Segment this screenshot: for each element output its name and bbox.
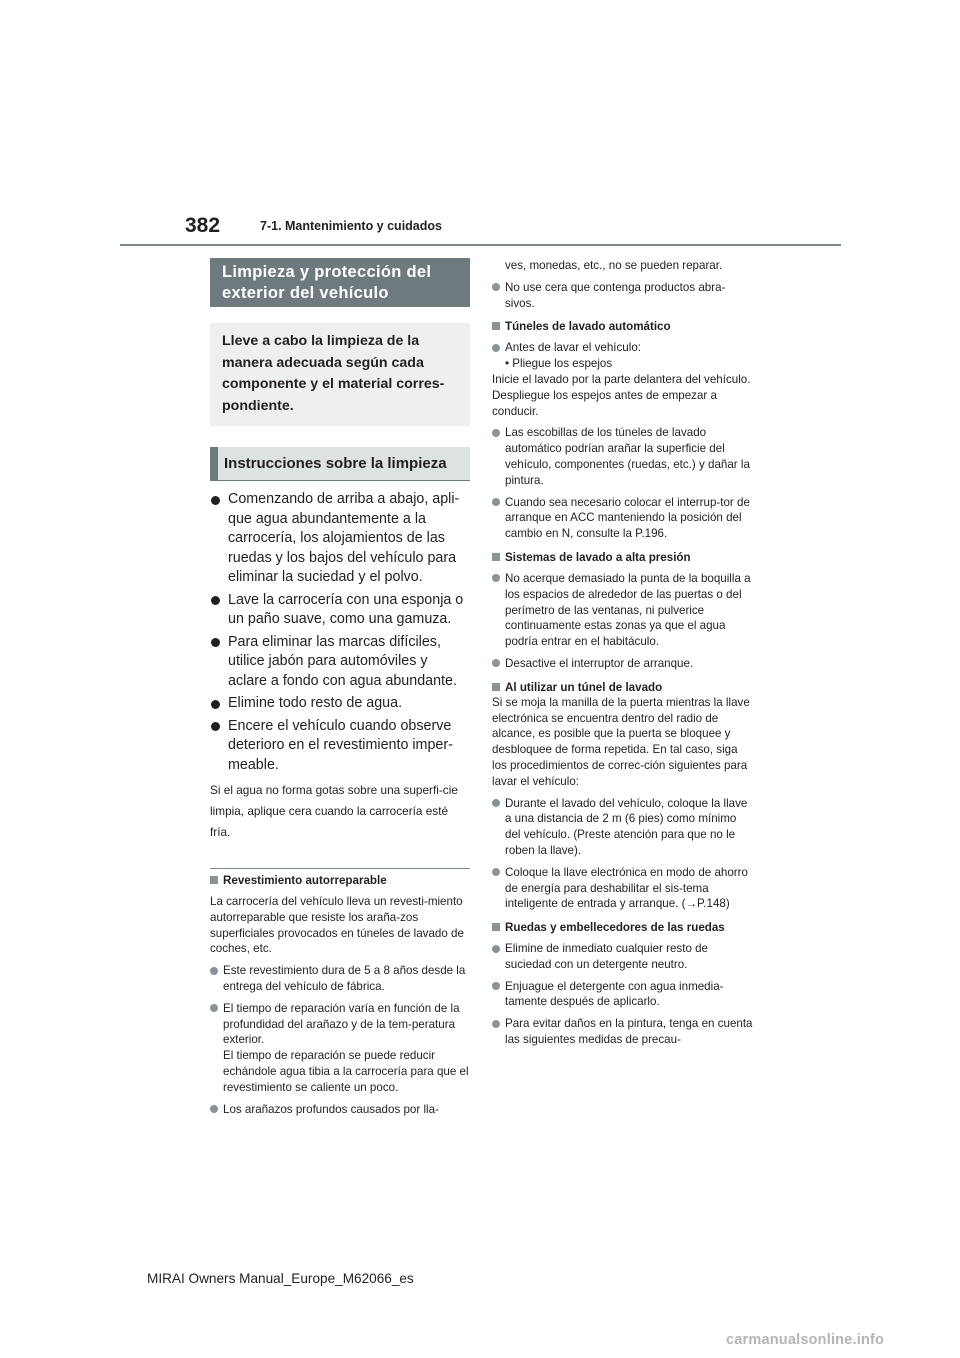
left-column <box>210 258 470 1117</box>
list-item: Los arañazos profundos causados por lla- <box>210 1102 470 1118</box>
section-title: 7-1. Mantenimiento y cuidados <box>260 219 442 233</box>
list-item: No acerque demasiado la punta de la boquilla a los espacios de alrededor de las puertas o del perímetro de las ventanas, ni pulverice continuamente estas zonas ya que el agua podría entrar en el habitáculo. <box>492 571 754 650</box>
square-bullet-icon <box>492 322 500 330</box>
bullet-icon <box>492 868 500 876</box>
square-bullet-icon <box>492 923 500 931</box>
self-healing-heading: Revestimiento autorreparable <box>210 873 470 888</box>
list-item: Durante el lavado del vehículo, coloque la llave a una distancia de 2 m (6 pies) como mínimo del vehículo. (Preste atención para que no le roben la llave). <box>492 796 754 859</box>
list-item: Desactive el interruptor de arranque. <box>492 656 754 672</box>
list-item: Para eliminar las marcas difíciles, utilice jabón para automóviles y aclare a fondo con agua abundante. <box>210 633 470 692</box>
high-pressure-heading: Sistemas de lavado a alta presión <box>492 550 754 565</box>
watermark: carmanualsonline.info <box>726 1332 885 1348</box>
list-item: El tiempo de reparación varía en función de la profundidad del arañazo y de la tem-peratura exterior. El tiempo de reparación se puede reducir echándole agua tibia a la carrocería para que el revestimiento se caliente un poco. <box>210 1001 470 1096</box>
list-item: Elimine todo resto de agua. <box>210 694 470 714</box>
bullet-icon <box>211 700 220 709</box>
list-item: Enjuague el detergente con agua inmedia-tamente después de aplicarlo. <box>492 979 754 1011</box>
car-wash-tunnels-heading: Túneles de lavado automático <box>492 319 754 334</box>
bullet-icon <box>211 638 220 647</box>
using-tunnel-paragraph: Si se moja la manilla de la puerta mientras la llave electrónica se encuentra dentro del radio de alcance, es posible que la puerta se bloquee y desbloquee de forma repetida. En tal caso, siga los procedimientos de correc-ción siguientes para lavar el vehículo: <box>492 695 750 788</box>
list-item: Antes de lavar el vehículo: • Pliegue los espejos <box>492 340 754 372</box>
list-item: Para evitar daños en la pintura, tenga en cuenta las siguientes medidas de precau- <box>492 1016 754 1048</box>
header-rule <box>120 244 841 246</box>
list-item: No use cera que contenga productos abra-sivos. <box>492 280 754 312</box>
square-bullet-icon <box>492 683 500 691</box>
bullet-icon <box>211 596 220 605</box>
footer-text: MIRAI Owners Manual_Europe_M62066_es <box>147 1271 414 1286</box>
intro-box: Lleve a cabo la limpieza de la manera adecuada según cada componente y el material corres-pondiente. <box>210 323 470 426</box>
tunnels-paragraph: Inicie el lavado por la parte delantera del vehículo. Despliegue los espejos antes de empezar a conducir. <box>492 372 751 418</box>
list-item: Comenzando de arriba a abajo, apli-que agua abundantemente a la carrocería, los alojamientos de las ruedas y los bajos del vehículo para eliminar la suciedad y el polvo. <box>210 490 470 588</box>
list-item: Las escobillas de los túneles de lavado automático podrían arañar la superficie del vehículo, componentes (ruedas, etc.) y dañar la pintura. <box>492 425 754 488</box>
bullet-icon <box>492 344 500 352</box>
continued-text: ves, monedas, etc., no se pueden reparar. <box>505 259 723 272</box>
bullet-icon <box>492 799 500 807</box>
bullet-icon <box>492 574 500 582</box>
bullet-icon <box>211 722 220 731</box>
square-bullet-icon <box>210 876 218 884</box>
divider <box>210 868 470 869</box>
bullet-icon <box>211 496 220 505</box>
wheels-heading: Ruedas y embellecedores de las ruedas <box>492 920 754 935</box>
list-item: Encere el vehículo cuando observe deterioro en el revestimiento imper-meable. <box>210 717 470 776</box>
cleaning-instructions-banner: Instrucciones sobre la limpieza <box>210 447 470 481</box>
wax-note: Si el agua no forma gotas sobre una superfi-cie limpia, aplique cera cuando la carrocería esté fría. <box>210 783 458 839</box>
bullet-icon <box>492 659 500 667</box>
bullet-icon <box>210 1105 218 1113</box>
square-bullet-icon <box>492 553 500 561</box>
cleaning-steps-list <box>210 490 470 775</box>
bullet-icon <box>492 945 500 953</box>
using-tunnel-heading: Al utilizar un túnel de lavado <box>492 680 754 695</box>
bullet-icon <box>492 498 500 506</box>
bullet-icon <box>210 967 218 975</box>
self-healing-paragraph: La carrocería del vehículo lleva un revesti-miento autorreparable que resiste los araña-zos superficiales provocados en túneles de lavado de coches, etc. <box>210 895 464 956</box>
list-item: Coloque la llave electrónica en modo de ahorro de energía para deshabilitar el sis-tema inteligente de entrada y arranque. (→P.148) <box>492 865 754 912</box>
bullet-icon <box>492 982 500 990</box>
page-number: 382 <box>185 214 221 237</box>
list-item: Este revestimiento dura de 5 a 8 años desde la entrega del vehículo de fábrica. <box>210 963 470 995</box>
section-banner: Limpieza y protección del exterior del vehículo <box>210 258 470 307</box>
list-item: Elimine de inmediato cualquier resto de suciedad con un detergente neutro. <box>492 941 754 973</box>
bullet-icon <box>492 283 500 291</box>
bullet-icon <box>210 1004 218 1012</box>
right-column <box>492 258 754 1048</box>
bullet-icon <box>492 429 500 437</box>
list-item: Lave la carrocería con una esponja o un paño suave, como una gamuza. <box>210 591 470 630</box>
bullet-icon <box>492 1020 500 1028</box>
list-item: Cuando sea necesario colocar el interrup-tor de arranque en ACC manteniendo la posición del cambio en N, consulte la P.196. <box>492 495 754 542</box>
